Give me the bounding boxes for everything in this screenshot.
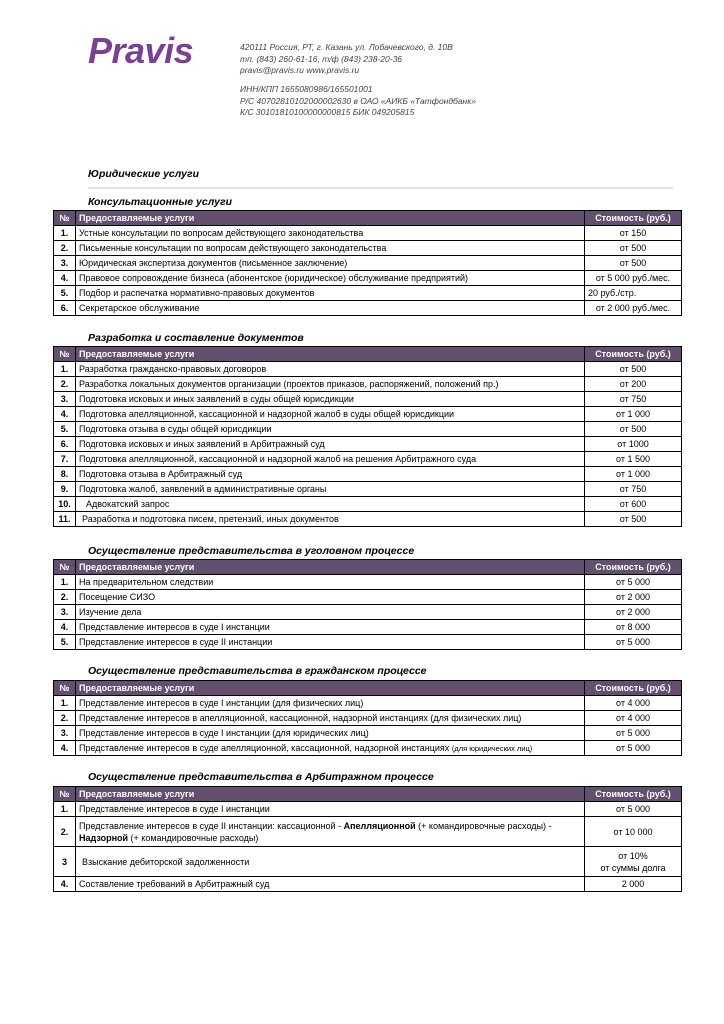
- table-row: [54, 575, 682, 590]
- table-row: [54, 422, 682, 437]
- row-service: Правовое сопровождение бизнеса (абонентское (юридическое) обслуживание предприятий): [76, 271, 585, 286]
- row-service: Представление интересов в суде II инстанции: [76, 635, 585, 650]
- row-service: Представление интересов в суде I инстанции: [76, 802, 585, 817]
- row-service: Составление требований в Арбитражный суд: [76, 877, 585, 892]
- row-service-bold: Апелляционной: [343, 820, 416, 831]
- table-row: [54, 741, 682, 756]
- col-num-header: №: [54, 347, 76, 362]
- table-row: [54, 407, 682, 422]
- table-row: [54, 241, 682, 256]
- table-header-row: [54, 347, 682, 362]
- row-service: Представление интересов в суде I инстанции (для юридических лиц): [76, 726, 585, 741]
- row-service: Адвокатский запрос: [76, 497, 585, 512]
- row-service: Подготовка апелляционной, кассационной и надзорной жалоб в суды общей юрисдикции: [76, 407, 585, 422]
- row-num: 5.: [54, 286, 76, 301]
- row-service: Письменные консультации по вопросам действующего законодательства: [76, 241, 585, 256]
- row-num: 9.: [54, 482, 76, 497]
- row-price: от 2 000: [585, 590, 682, 605]
- section-title-documents: Разработка и составление документов: [88, 332, 304, 344]
- criminal-table: [53, 559, 682, 650]
- row-price: от 200: [585, 377, 682, 392]
- row-num: 6.: [54, 437, 76, 452]
- row-price: от 500: [585, 241, 682, 256]
- contact-block: [240, 42, 453, 77]
- section-title-civil: Осуществление представительства в гражданском процессе: [88, 665, 427, 677]
- table-row: [54, 711, 682, 726]
- row-service: Взыскание дебиторской задолженности: [76, 847, 585, 877]
- row-service: [76, 817, 585, 847]
- col-price-header: Стоимость (руб.): [585, 787, 682, 802]
- row-price-line: от 10%: [618, 850, 648, 861]
- row-num: 1.: [54, 226, 76, 241]
- row-num: 4.: [54, 407, 76, 422]
- row-num: 11.: [54, 512, 76, 527]
- row-price: от 1 000: [585, 407, 682, 422]
- col-price-header: Стоимость (руб.): [585, 347, 682, 362]
- row-price: от 4 000: [585, 696, 682, 711]
- table-row: [54, 605, 682, 620]
- row-service: Подготовка отзыва в Арбитражный суд: [76, 467, 585, 482]
- row-service: Подготовка отзыва в суды общей юрисдикции: [76, 422, 585, 437]
- row-service-note: (для юридических лиц): [451, 743, 533, 753]
- row-price: от 1 000: [585, 467, 682, 482]
- table-row: [54, 467, 682, 482]
- table-row: [54, 437, 682, 452]
- table-row: [54, 226, 682, 241]
- row-num: 4.: [54, 271, 76, 286]
- row-price: от 4 000: [585, 711, 682, 726]
- row-service-part: (+ командировочные расходы): [128, 832, 259, 843]
- title-divider: [88, 187, 673, 189]
- arbitration-table: [53, 786, 682, 892]
- row-service: Подготовка исковых и иных заявлений в Арбитражный суд: [76, 437, 585, 452]
- row-price: от 10 000: [585, 817, 682, 847]
- row-num: 3.: [54, 605, 76, 620]
- row-service: Подбор и распечатка нормативно-правовых документов: [76, 286, 585, 301]
- consulting-table: [53, 210, 682, 316]
- col-price-header: Стоимость (руб.): [585, 211, 682, 226]
- row-service-part: (+ командировочные расходы) -: [415, 820, 552, 831]
- row-num: 3.: [54, 726, 76, 741]
- table-row: [54, 482, 682, 497]
- row-num: 4.: [54, 877, 76, 892]
- row-num: 5.: [54, 635, 76, 650]
- row-price: от 5 000: [585, 726, 682, 741]
- company-logo: Pravis: [88, 30, 194, 71]
- col-price-header: Стоимость (руб.): [585, 560, 682, 575]
- row-num: 2.: [54, 817, 76, 847]
- row-price: от 5 000: [585, 741, 682, 756]
- row-service: Секретарское обслуживание: [76, 301, 585, 316]
- row-service: Представление интересов в апелляционной, кассационной, надзорной инстанциях (для физических лиц): [76, 711, 585, 726]
- table-row: [54, 620, 682, 635]
- row-service: Разработка гражданско-правовых договоров: [76, 362, 585, 377]
- row-num: 3: [54, 847, 76, 877]
- row-price: от 2 000: [585, 605, 682, 620]
- row-service: Подготовка апелляционной, кассационной и надзорной жалоб на решения Арбитражного суда: [76, 452, 585, 467]
- table-row: [54, 256, 682, 271]
- col-num-header: №: [54, 681, 76, 696]
- row-price: от 500: [585, 422, 682, 437]
- documents-table: [53, 346, 682, 527]
- col-service-header: Предоставляемые услуги: [76, 347, 585, 362]
- section-title-consulting: Консультационные услуги: [88, 196, 232, 208]
- row-num: 6.: [54, 301, 76, 316]
- account-line: Р/С 40702810102000002630 в ОАО «АИКБ «Татфондбанк»: [240, 95, 476, 106]
- section-title-arbitration: Осуществление представительства в Арбитражном процессе: [88, 771, 434, 783]
- row-service-text: Представление интересов в суде апелляционной, кассационной, надзорной инстанциях: [79, 742, 450, 753]
- row-price: от 5 000: [585, 802, 682, 817]
- col-service-header: Предоставляемые услуги: [76, 560, 585, 575]
- row-num: 1.: [54, 696, 76, 711]
- row-service: Юридическая экспертиза документов (письменное заключение): [76, 256, 585, 271]
- table-row: [54, 847, 682, 877]
- table-row: [54, 802, 682, 817]
- row-price: от 750: [585, 482, 682, 497]
- row-service-part: Представление интересов в суде II инстанции: кассационной -: [79, 820, 344, 831]
- table-row: [54, 635, 682, 650]
- row-service: Подготовка жалоб, заявлений в административные органы: [76, 482, 585, 497]
- corr-account-line: К/С 30101810100000000815 БИК 049205815: [240, 107, 415, 117]
- col-num-header: №: [54, 787, 76, 802]
- address-line: 420111 Россия, РТ, г. Казань ул. Лобачевского, д. 10В: [240, 42, 453, 52]
- table-row: [54, 877, 682, 892]
- row-price: от 8 000: [585, 620, 682, 635]
- row-service: Посещение СИЗО: [76, 590, 585, 605]
- row-price: от 5 000: [585, 635, 682, 650]
- table-row: [54, 286, 682, 301]
- row-service: Разработка локальных документов организации (проектов приказов, распоряжений, положений пр.): [76, 377, 585, 392]
- table-header-row: [54, 560, 682, 575]
- row-num: 3.: [54, 256, 76, 271]
- row-num: 5.: [54, 422, 76, 437]
- row-num: 4.: [54, 620, 76, 635]
- row-num: 2.: [54, 377, 76, 392]
- row-service: Устные консультации по вопросам действующего законодательства: [76, 226, 585, 241]
- row-price: от 750: [585, 392, 682, 407]
- table-header-row: [54, 211, 682, 226]
- row-price: от 600: [585, 497, 682, 512]
- table-row: [54, 817, 682, 847]
- inn-line: ИНН/КПП 1655080986/165501001: [240, 84, 373, 94]
- row-price: от 150: [585, 226, 682, 241]
- row-service-bold: Надзорной: [79, 832, 129, 843]
- row-num: 1.: [54, 575, 76, 590]
- row-price: [585, 847, 682, 877]
- col-service-header: Предоставляемые услуги: [76, 681, 585, 696]
- col-num-header: №: [54, 560, 76, 575]
- row-price: от 500: [585, 362, 682, 377]
- row-price: от 500: [585, 256, 682, 271]
- row-price: 20 руб./стр.: [585, 286, 682, 301]
- row-service: Разработка и подготовка писем, претензий, иных документов: [76, 512, 585, 527]
- row-price: от 5 000 руб./мес.: [585, 271, 682, 286]
- table-row: [54, 362, 682, 377]
- row-price: от 2 000 руб./мес.: [585, 301, 682, 316]
- row-num: 4.: [54, 741, 76, 756]
- row-num: 1.: [54, 802, 76, 817]
- table-row: [54, 512, 682, 527]
- row-service: Подготовка исковых и иных заявлений в суды общей юрисдикции: [76, 392, 585, 407]
- row-price: от 1000: [585, 437, 682, 452]
- row-price: от 1 500: [585, 452, 682, 467]
- document-title: Юридические услуги: [88, 168, 200, 180]
- row-num: 7.: [54, 452, 76, 467]
- table-row: [54, 696, 682, 711]
- table-header-row: [54, 787, 682, 802]
- row-num: 2.: [54, 711, 76, 726]
- row-num: 3.: [54, 392, 76, 407]
- section-title-criminal: Осуществление представительства в уголовном процессе: [88, 545, 415, 557]
- row-service: Изучение дела: [76, 605, 585, 620]
- col-price-header: Стоимость (руб.): [585, 681, 682, 696]
- col-num-header: №: [54, 211, 76, 226]
- row-service: На предварительном следствии: [76, 575, 585, 590]
- table-row: [54, 271, 682, 286]
- table-header-row: [54, 681, 682, 696]
- row-price-line: от суммы долга: [600, 862, 666, 873]
- table-row: [54, 590, 682, 605]
- table-row: [54, 452, 682, 467]
- table-row: [54, 497, 682, 512]
- phone-line: тп. (843) 260-61-16, т/ф (843) 238-20-36: [240, 53, 403, 64]
- row-num: 1.: [54, 362, 76, 377]
- row-service: [76, 741, 585, 756]
- table-row: [54, 301, 682, 316]
- row-price: 2 000: [585, 877, 682, 892]
- table-row: [54, 392, 682, 407]
- row-price: от 5 000: [585, 575, 682, 590]
- row-service: Представление интересов в суде I инстанции: [76, 620, 585, 635]
- row-price: от 500: [585, 512, 682, 527]
- row-num: 2.: [54, 241, 76, 256]
- row-num: 10.: [54, 497, 76, 512]
- row-num: 2.: [54, 590, 76, 605]
- table-row: [54, 377, 682, 392]
- civil-table: [53, 680, 682, 756]
- col-service-header: Предоставляемые услуги: [76, 787, 585, 802]
- row-num: 8.: [54, 467, 76, 482]
- col-service-header: Предоставляемые услуги: [76, 211, 585, 226]
- row-service: Представление интересов в суде I инстанции (для физических лиц): [76, 696, 585, 711]
- bank-details-block: [240, 84, 476, 119]
- table-row: [54, 726, 682, 741]
- web-line: pravis@pravis.ru www.pravis.ru: [240, 65, 360, 75]
